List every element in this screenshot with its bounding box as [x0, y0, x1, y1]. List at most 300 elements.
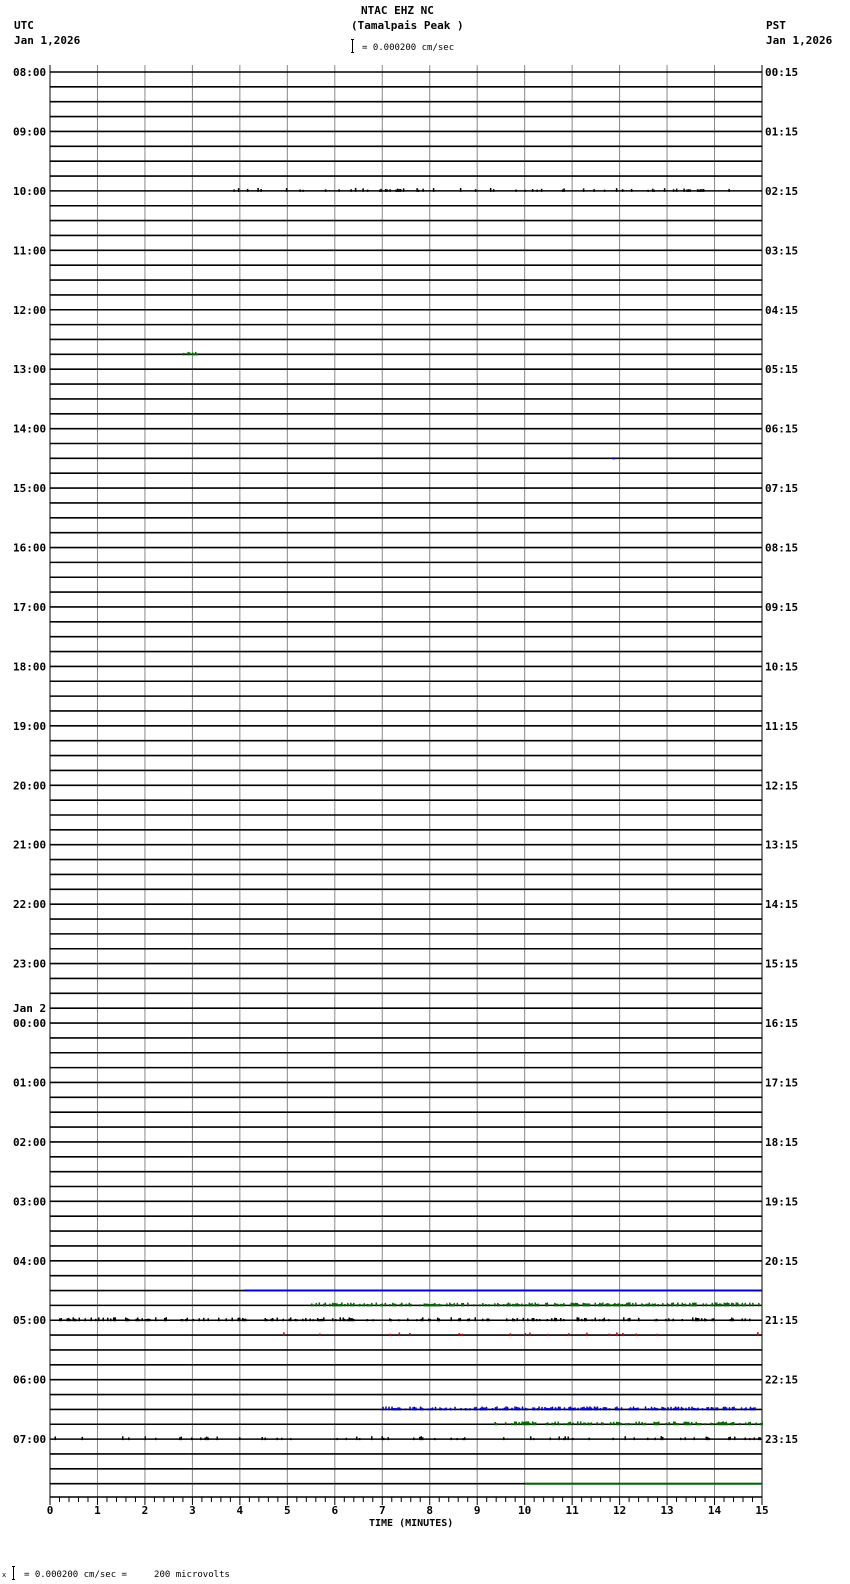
trace-activity	[199, 1318, 201, 1321]
trace-activity	[523, 1422, 525, 1425]
trace-activity	[715, 1407, 717, 1410]
trace-activity	[397, 189, 399, 192]
trace-activity	[589, 1423, 591, 1425]
trace-activity	[568, 1333, 570, 1336]
trace-activity	[667, 1303, 669, 1306]
trace-activity	[560, 1318, 562, 1321]
trace-activity	[647, 1438, 649, 1440]
trace-activity	[745, 1303, 747, 1307]
trace-activity	[588, 1407, 590, 1410]
pst-hour-label: 11:15	[765, 719, 799, 733]
trace-activity	[632, 1303, 634, 1306]
trace-activity	[392, 1303, 394, 1307]
trace-activity	[505, 1406, 507, 1410]
trace-activity	[98, 1317, 100, 1321]
trace-activity	[625, 1436, 627, 1440]
trace-activity	[641, 1303, 643, 1306]
utc-hour-label: 01:00	[13, 1076, 47, 1090]
station-title: NTAC EHZ NC	[361, 4, 434, 17]
trace-activity	[719, 1303, 721, 1306]
trace-activity	[663, 1407, 665, 1410]
trace-activity	[713, 1318, 715, 1321]
trace-activity	[518, 1422, 520, 1425]
trace-activity	[70, 1319, 72, 1321]
x-tick-label: 1	[94, 1504, 101, 1517]
trace-activity	[233, 189, 235, 191]
trace-activity	[166, 1317, 168, 1321]
trace-activity	[454, 1407, 456, 1411]
trace-activity	[519, 1408, 521, 1411]
trace-activity	[533, 1422, 535, 1425]
trace-activity	[691, 1422, 693, 1425]
trace-activity	[570, 1406, 572, 1410]
trace-activity	[313, 1319, 315, 1321]
trace-activity	[390, 1334, 392, 1336]
trace-activity	[709, 1438, 711, 1440]
trace-activity	[595, 1407, 597, 1410]
trace-activity	[589, 1406, 591, 1410]
trace-activity	[547, 1319, 549, 1321]
trace-activity	[722, 1421, 724, 1425]
trace-activity	[389, 1318, 391, 1321]
trace-activity	[391, 1319, 393, 1321]
x-tick-label: 13	[660, 1504, 674, 1517]
trace-activity	[551, 1318, 553, 1321]
trace-activity	[710, 1423, 712, 1426]
trace-activity	[595, 1303, 597, 1307]
trace-activity	[550, 1407, 552, 1410]
trace-activity	[91, 1318, 93, 1322]
x-tick-label: 12	[612, 1504, 627, 1517]
trace-activity	[430, 1319, 432, 1321]
pst-hour-label: 15:15	[765, 957, 799, 971]
trace-activity	[490, 188, 492, 192]
trace-activity	[409, 1303, 411, 1307]
trace-activity	[571, 1408, 573, 1411]
trace-activity	[425, 1304, 427, 1307]
trace-activity	[745, 1407, 747, 1410]
trace-activity	[305, 1318, 307, 1321]
trace-activity	[676, 189, 678, 192]
pst-hour-label: 17:15	[765, 1076, 799, 1090]
trace-activity	[704, 1318, 706, 1321]
trace-activity	[203, 1318, 205, 1321]
trace-activity	[244, 1319, 246, 1321]
trace-activity	[439, 1304, 441, 1307]
trace-activity	[638, 1318, 640, 1321]
trace-activity	[541, 189, 543, 192]
trace-activity	[673, 1302, 675, 1306]
pst-hour-label: 19:15	[765, 1195, 799, 1209]
trace-activity	[145, 1436, 147, 1440]
utc-hour-label: 18:00	[13, 660, 47, 674]
trace-activity	[518, 1304, 520, 1306]
trace-activity	[481, 1407, 483, 1411]
trace-activity	[416, 188, 418, 192]
trace-activity	[682, 1319, 684, 1321]
trace-activity	[760, 1437, 762, 1440]
trace-activity	[613, 1422, 615, 1425]
trace-activity	[706, 1319, 708, 1321]
trace-activity	[511, 1408, 513, 1411]
trace-activity	[352, 1304, 354, 1306]
trace-activity	[674, 1422, 676, 1425]
trace-activity	[496, 1406, 498, 1410]
trace-activity	[532, 189, 534, 192]
trace-activity	[422, 1437, 424, 1440]
trace-activity	[352, 1318, 354, 1321]
trace-activity	[578, 1318, 580, 1322]
trace-activity	[319, 1302, 321, 1306]
trace-activity	[68, 1318, 70, 1321]
trace-activity	[61, 1318, 63, 1321]
trace-activity	[617, 1304, 619, 1307]
trace-activity	[696, 1408, 698, 1410]
trace-activity	[290, 1318, 292, 1322]
trace-activity	[628, 1302, 630, 1306]
trace-activity	[667, 1407, 669, 1410]
trace-activity	[619, 1303, 621, 1306]
x-tick-label: 10	[518, 1504, 532, 1517]
trace-activity	[673, 1319, 675, 1322]
trace-activity	[482, 1303, 484, 1306]
trace-activity	[532, 1421, 534, 1425]
trace-activity	[689, 189, 691, 192]
x-tick-label: 9	[473, 1504, 481, 1517]
trace-activity	[319, 1333, 321, 1336]
trace-activity	[628, 1318, 630, 1321]
trace-activity	[353, 1319, 355, 1321]
utc-hour-label: 20:00	[13, 779, 47, 793]
trace-activity	[758, 1437, 760, 1440]
trace-activity	[423, 1408, 425, 1410]
trace-activity	[474, 1407, 476, 1410]
trace-activity	[626, 1303, 628, 1306]
trace-activity	[727, 1302, 729, 1306]
trace-activity	[532, 1318, 534, 1321]
trace-activity	[380, 189, 382, 192]
trace-activity	[562, 189, 564, 191]
trace-activity	[499, 1408, 501, 1410]
trace-activity	[580, 1408, 582, 1411]
x-tick-label: 5	[284, 1504, 291, 1517]
trace-activity	[512, 1318, 514, 1321]
trace-activity	[646, 1304, 648, 1307]
trace-activity	[554, 1422, 556, 1426]
trace-activity	[538, 1406, 540, 1410]
trace-activity	[338, 189, 340, 192]
pst-hour-label: 16:15	[765, 1017, 799, 1031]
trace-activity	[618, 1408, 620, 1410]
trace-activity	[555, 1407, 557, 1410]
trace-activity	[488, 1319, 490, 1322]
trace-activity	[403, 188, 405, 192]
utc-hour-label: 10:00	[13, 184, 47, 198]
trace-activity	[551, 1423, 553, 1426]
trace-activity	[484, 1408, 486, 1411]
trace-activity	[532, 1407, 534, 1410]
trace-activity	[367, 1304, 369, 1307]
trace-activity	[556, 1408, 558, 1410]
trace-activity	[469, 1318, 471, 1321]
trace-activity	[281, 1438, 283, 1440]
trace-activity	[688, 1407, 690, 1410]
trace-activity	[688, 1422, 690, 1425]
trace-activity	[541, 1407, 543, 1410]
x-tick-label: 14	[707, 1504, 722, 1517]
trace-activity	[681, 1407, 683, 1411]
trace-activity	[563, 1438, 565, 1440]
trace-activity	[386, 189, 388, 192]
trace-activity	[539, 1319, 541, 1321]
trace-activity	[614, 1303, 616, 1306]
trace-activity	[564, 1407, 566, 1410]
trace-activity	[742, 1318, 744, 1321]
trace-activity	[668, 1422, 670, 1425]
trace-activity	[424, 1303, 426, 1306]
pst-hour-label: 00:15	[765, 66, 799, 79]
trace-activity	[242, 1318, 244, 1321]
trace-activity	[677, 1303, 679, 1307]
pst-hour-label: 05:15	[765, 363, 799, 377]
trace-activity	[682, 1408, 684, 1411]
trace-activity	[712, 1319, 714, 1322]
trace-activity	[265, 1438, 267, 1441]
trace-activity	[388, 1437, 390, 1440]
trace-activity	[671, 1303, 673, 1306]
trace-activity	[625, 1304, 627, 1306]
trace-activity	[653, 1422, 655, 1426]
trace-activity	[716, 1303, 718, 1307]
trace-activity	[85, 1318, 87, 1321]
trace-activity	[436, 1304, 438, 1306]
trace-activity	[572, 1438, 574, 1440]
trace-activity	[547, 1334, 549, 1336]
trace-activity	[349, 1317, 351, 1321]
trace-activity	[400, 1304, 402, 1307]
trace-activity	[741, 1407, 743, 1410]
trace-activity	[196, 353, 198, 355]
utc-hour-label: 16:00	[13, 541, 47, 555]
trace-activity	[525, 1333, 527, 1336]
trace-activity	[554, 1303, 556, 1307]
trace-activity	[608, 1319, 610, 1321]
trace-activity	[419, 1304, 421, 1306]
trace-activity	[506, 1304, 508, 1307]
trace-activity	[643, 1423, 645, 1425]
trace-activity	[591, 1407, 593, 1410]
trace-activity	[723, 1407, 725, 1411]
trace-activity	[437, 1304, 439, 1306]
trace-activity	[383, 1438, 385, 1440]
trace-activity	[181, 1319, 183, 1321]
trace-activity	[427, 1408, 429, 1410]
trace-activity	[589, 1438, 591, 1440]
trace-activity	[603, 1407, 605, 1410]
trace-activity	[695, 1318, 697, 1322]
pst-hour-label: 21:15	[765, 1314, 799, 1328]
trace-activity	[444, 1408, 446, 1410]
trace-activity	[441, 1408, 443, 1410]
trace-activity	[409, 1407, 411, 1411]
footer-scale-bar-icon	[12, 1566, 15, 1580]
trace-activity	[535, 1422, 537, 1425]
trace-activity	[726, 1407, 728, 1410]
trace-activity	[482, 1319, 484, 1322]
trace-activity	[580, 1421, 582, 1425]
trace-activity	[573, 1408, 575, 1411]
trace-activity	[514, 1421, 516, 1425]
trace-activity	[149, 1319, 151, 1321]
trace-activity	[733, 1319, 735, 1322]
trace-activity	[356, 1437, 358, 1441]
trace-activity	[596, 1422, 598, 1425]
trace-activity	[103, 1318, 105, 1322]
trace-activity	[115, 1317, 117, 1321]
trace-activity	[522, 1406, 524, 1410]
trace-activity	[701, 189, 703, 192]
trace-activity	[636, 1408, 638, 1411]
trace-activity	[661, 1436, 663, 1440]
trace-activity	[319, 1319, 321, 1321]
pst-hour-label: 04:15	[765, 303, 799, 317]
trace-activity	[655, 1422, 657, 1425]
trace-activity	[647, 1304, 649, 1307]
pst-hour-label: 02:15	[765, 184, 799, 198]
trace-activity	[380, 1304, 382, 1306]
trace-activity	[347, 1319, 349, 1321]
utc-hour-label: 12:00	[13, 303, 47, 317]
trace-activity	[656, 1319, 658, 1321]
footer-scale-note: = 0.000200 cm/sec = 200 microvolts	[24, 1570, 230, 1580]
trace-activity	[435, 1407, 437, 1411]
trace-activity	[703, 1303, 705, 1306]
trace-activity	[247, 189, 249, 192]
trace-activity	[536, 190, 538, 192]
trace-activity	[648, 1408, 650, 1410]
trace-activity	[587, 1422, 589, 1425]
trace-activity	[563, 1423, 565, 1425]
trace-activity	[599, 1319, 601, 1321]
trace-activity	[271, 1319, 273, 1322]
trace-activity	[748, 1422, 750, 1425]
trace-activity	[507, 1407, 509, 1411]
utc-hour-label: 08:00	[13, 66, 47, 79]
trace-activity	[581, 1319, 583, 1321]
pst-hour-label: 07:15	[765, 482, 799, 496]
trace-activity	[695, 1303, 697, 1307]
trace-activity	[593, 189, 595, 192]
trace-activity	[563, 188, 565, 191]
trace-activity	[185, 1319, 187, 1321]
trace-activity	[655, 1303, 657, 1306]
trace-activity	[641, 1422, 643, 1425]
trace-activity	[480, 1408, 482, 1411]
utc-hour-label: 02:00	[13, 1135, 47, 1149]
trace-activity	[193, 1319, 195, 1321]
trace-activity	[749, 1319, 751, 1322]
trace-activity	[661, 1407, 663, 1411]
pst-hour-label: 22:15	[765, 1373, 799, 1387]
trace-activity	[553, 1423, 555, 1425]
trace-activity	[148, 1319, 150, 1322]
trace-activity	[496, 1423, 498, 1425]
trace-activity	[341, 1302, 343, 1306]
trace-activity	[445, 1408, 447, 1411]
trace-activity	[737, 1303, 739, 1307]
trace-activity	[649, 1303, 651, 1307]
trace-activity	[577, 1303, 579, 1306]
trace-activity	[350, 1318, 352, 1321]
trace-activity	[394, 1408, 396, 1410]
trace-activity	[585, 1408, 587, 1410]
trace-activity	[758, 1303, 760, 1306]
trace-activity	[658, 1304, 660, 1306]
trace-activity	[332, 1303, 334, 1307]
trace-activity	[698, 1423, 700, 1425]
trace-activity	[514, 1304, 516, 1306]
trace-activity	[574, 1407, 576, 1410]
utc-hour-label: 13:00	[13, 363, 47, 377]
trace-activity	[712, 1407, 714, 1410]
trace-activity	[503, 1437, 505, 1440]
trace-activity	[657, 1408, 659, 1410]
trace-activity	[128, 1437, 130, 1440]
trace-activity	[475, 1407, 477, 1411]
trace-activity	[635, 1303, 637, 1307]
trace-activity	[389, 1304, 391, 1306]
trace-activity	[457, 1438, 459, 1440]
trace-activity	[568, 1437, 570, 1441]
trace-activity	[719, 1422, 721, 1425]
trace-activity	[475, 189, 477, 192]
utc-hour-label: 22:00	[13, 898, 47, 912]
trace-activity	[584, 1318, 586, 1321]
trace-activity	[731, 1318, 733, 1322]
trace-activity	[693, 1408, 695, 1411]
trace-activity	[583, 188, 585, 191]
trace-activity	[323, 1304, 325, 1307]
trace-activity	[728, 189, 730, 192]
trace-activity	[685, 1422, 687, 1426]
pst-hour-label: 08:15	[765, 541, 799, 555]
trace-activity	[483, 1407, 485, 1410]
trace-activity	[526, 1421, 528, 1425]
trace-activity	[682, 1303, 684, 1307]
trace-activity	[728, 1303, 730, 1306]
trace-activity	[82, 1437, 84, 1440]
trace-activity	[515, 1422, 517, 1426]
trace-activity	[590, 1422, 592, 1425]
trace-activity	[427, 1304, 429, 1307]
trace-activity	[347, 1303, 349, 1306]
trace-activity	[700, 189, 702, 192]
trace-activity	[724, 1422, 726, 1425]
trace-activity	[697, 1318, 699, 1321]
utc-hour-label: 05:00	[13, 1314, 47, 1328]
trace-activity	[745, 1422, 747, 1425]
trace-activity	[325, 1303, 327, 1307]
trace-activity	[544, 1407, 546, 1410]
trace-activity	[727, 1423, 729, 1425]
trace-activity	[675, 1407, 677, 1411]
trace-activity	[647, 190, 649, 192]
trace-activity	[608, 1303, 610, 1306]
trace-activity	[572, 1423, 574, 1426]
trace-activity	[527, 1421, 529, 1425]
trace-activity	[728, 1437, 730, 1440]
x-tick-label: 2	[141, 1504, 149, 1517]
